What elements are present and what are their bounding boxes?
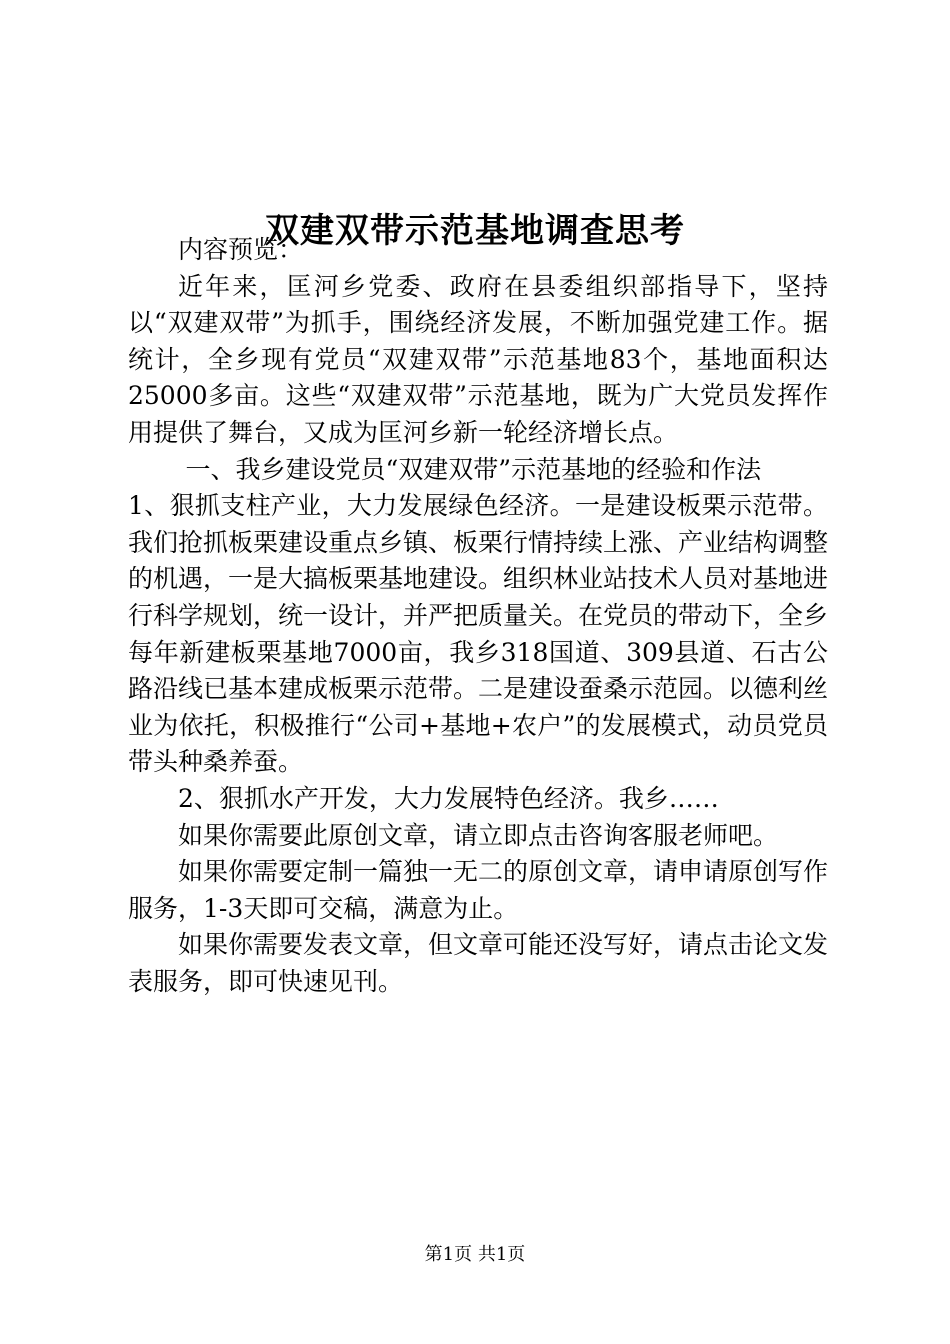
page-number-footer: 第1页 共1页 bbox=[424, 1244, 526, 1265]
consult-paragraph: 如果你需要此原创文章，请立即点击咨询客服老师吧。 bbox=[178, 820, 779, 850]
preview-label: 内容预览： bbox=[178, 235, 304, 264]
publish-paragraph: 如果你需要发表文章，但文章可能还没写好，请点击论文发表服务，即可快速见刊。 bbox=[128, 930, 829, 996]
section-paragraph-1: 1、狠抓支柱产业，大力发展绿色经济。一是建设板栗示范带。我们抢抓板栗建设重点乡镇、板栗行情持续上涨、产业结构调整的机遇，一是大搞板栗基地建设。组织林业站技术人员对基地进行科学规划，统一设计，并严把质量关。在党员的带动下，全乡每年新建板栗基地7000亩，我乡318国道、309县道、石古公路沿线已基本建成板栗示范带。二是建设蚕桑示范园。以德利丝业为依托，积极推行“公司+基地+农户”的发展模式，动员党员带头种桑养蚕。 bbox=[128, 491, 829, 777]
document-title: 双建双带示范基地调查思考 bbox=[265, 210, 685, 251]
intro-paragraph: 近年来，匡河乡党委、政府在县委组织部指导下，坚持以“双建双带”为抓手，围绕经济发展，不断加强党建工作。据统计，全乡现有党员“双建双带”示范基地83个，基地面积达25000多亩。这些“双建双带”示范基地，既为广大党员发挥作用提供了舞台，又成为匡河乡新一轮经济增长点。 bbox=[128, 271, 828, 447]
document-body bbox=[128, 232, 828, 1000]
custom-writing-paragraph: 如果你需要定制一篇独一无二的原创文章，请申请原创写作服务，1-3天即可交稿，满意为止。 bbox=[128, 857, 829, 923]
section-heading: 一、我乡建设党员“双建双带”示范基地的经验和作法 bbox=[185, 454, 762, 484]
section-paragraph-2: 2、狠抓水产开发，大力发展特色经济。我乡…… bbox=[178, 783, 719, 813]
